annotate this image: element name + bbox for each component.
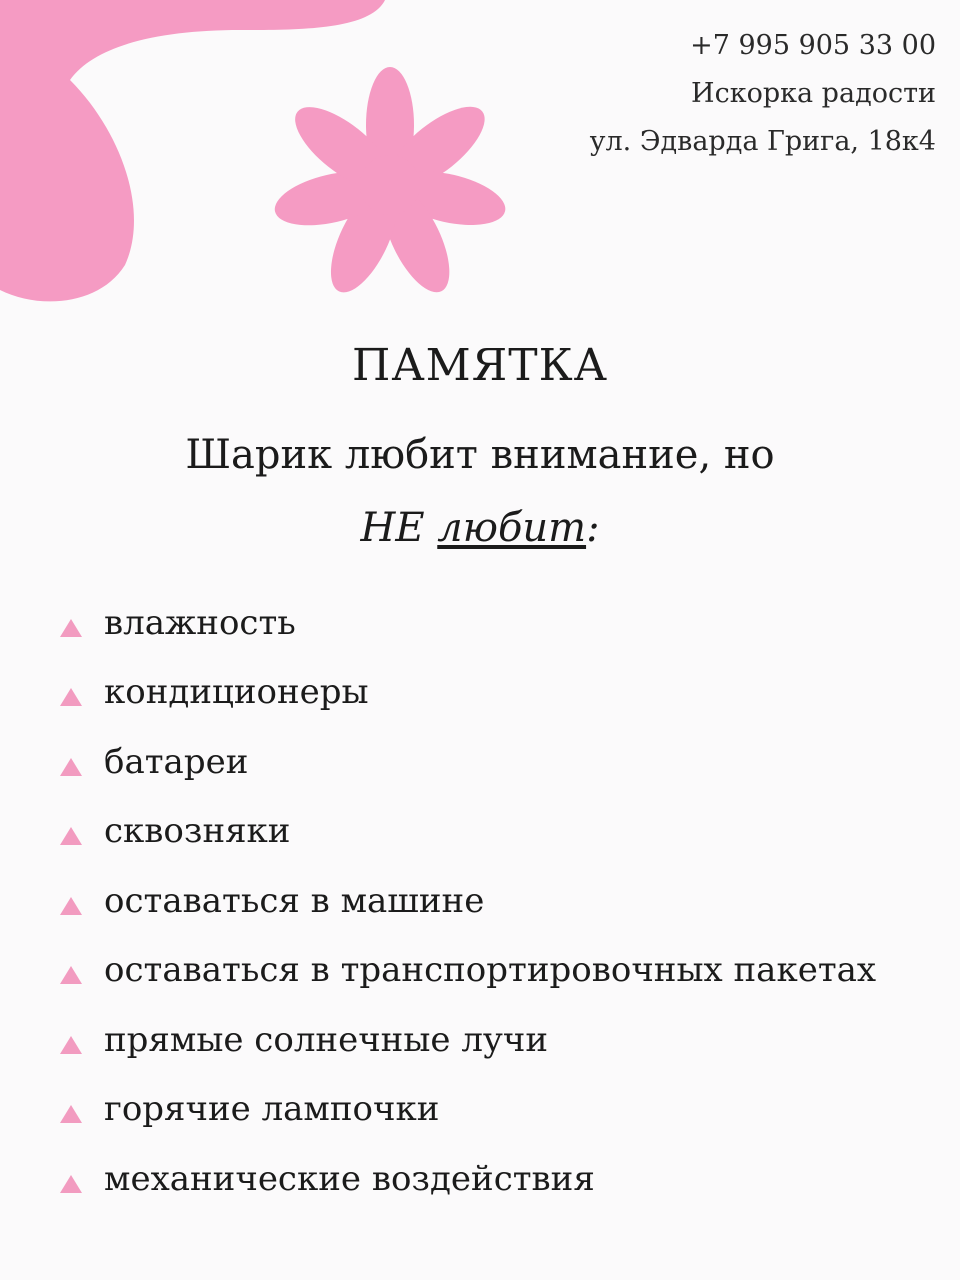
likes-word: любит [437, 505, 587, 551]
triangle-bullet-icon [60, 619, 82, 637]
list-item-label: прямые солнечные лучи [104, 1019, 549, 1060]
list-item [60, 797, 876, 867]
shop-name: Искорка радости [691, 78, 936, 109]
list-item-label: кондиционеры [104, 672, 369, 713]
list-item [60, 658, 876, 728]
list-item [60, 588, 876, 658]
list-item-label: оставаться в машине [104, 880, 485, 921]
list-item-label: батареи [104, 741, 249, 782]
list-item [60, 1005, 876, 1075]
dislikes-list [60, 588, 876, 1214]
triangle-bullet-icon [60, 897, 82, 915]
triangle-bullet-icon [60, 688, 82, 706]
list-item-label: механические воздействия [104, 1158, 595, 1199]
not-word: НЕ [360, 505, 425, 551]
triangle-bullet-icon [60, 1105, 82, 1123]
triangle-bullet-icon [60, 1036, 82, 1054]
colon: : [586, 505, 600, 551]
list-item-label: оставаться в транспортировочных пакетах [104, 950, 877, 991]
list-item-label: горячие лампочки [104, 1089, 440, 1130]
address: ул. Эдварда Грига, 18к4 [589, 126, 936, 157]
list-item-label: сквозняки [104, 811, 291, 852]
list-item [60, 727, 876, 797]
triangle-bullet-icon [60, 1175, 82, 1193]
not-likes-line [0, 505, 960, 551]
phone-number: +7 995 905 33 00 [690, 30, 936, 61]
list-item [60, 1144, 876, 1214]
subtitle: Шарик любит внимание, но [185, 432, 775, 478]
triangle-bullet-icon [60, 758, 82, 776]
list-item [60, 866, 876, 936]
list-item-label: влажность [104, 602, 296, 643]
small-flower-icon [270, 67, 511, 302]
page-title: ПАМЯТКА [351, 340, 608, 391]
triangle-bullet-icon [60, 827, 82, 845]
list-item [60, 1075, 876, 1145]
list-item [60, 936, 876, 1006]
contact-block [590, 22, 936, 166]
triangle-bullet-icon [60, 966, 82, 984]
